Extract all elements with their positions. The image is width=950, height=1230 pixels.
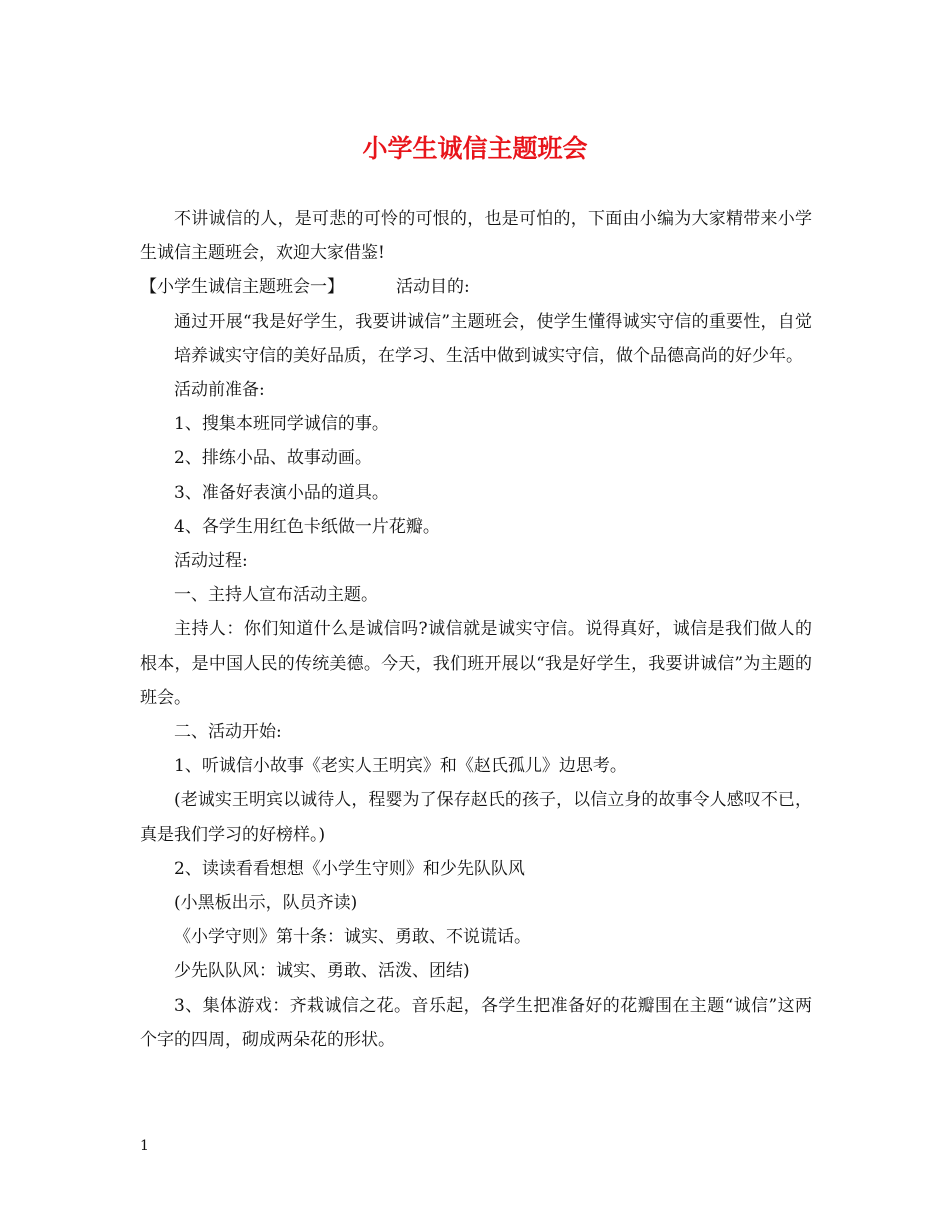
activity-3: 3、集体游戏：齐栽诚信之花。音乐起，各学生把准备好的花瓣围在主题“诚信”这两个字的四周，砌成两朵花的形状。 [140, 995, 812, 1050]
purpose-paragraph: 通过开展“我是好学生，我要讲诚信”主题班会，使学生懂得诚实守信的重要性，自觉培养诚实守信的美好品质，在学习、生活中做到诚实守信，做个品德高尚的好少年。 [174, 311, 812, 366]
activity-2: 2、读读看看想想《小学生守则》和少先队队风 [174, 858, 525, 879]
process-heading: 活动过程: [174, 551, 248, 572]
activity-1-note: (老诚实王明宾以诚待人，程婴为了保存赵氏的孩子，以信立身的故事令人感叹不已，真是我们学习的好榜样。) [140, 790, 812, 845]
page-number: 1 [140, 1138, 149, 1154]
prep-item: 1、搜集本班同学诚信的事。 [174, 414, 389, 435]
host-paragraph: 主持人：你们知道什么是诚信吗?诚信就是诚实守信。说得真好，诚信是我们做人的根本，是中国人民的传统美德。今天，我们班开展以“我是好学生，我要讲诚信”为主题的班会。 [140, 619, 812, 708]
step1-heading: 一、主持人宣布活动主题。 [174, 585, 378, 606]
prep-item: 2、排练小品、故事动画。 [174, 448, 372, 469]
intro-paragraph: 不讲诚信的人，是可悲的可怜的可恨的，也是可怕的，下面由小编为大家精带来小学生诚信主题班会，欢迎大家借鉴! [140, 209, 812, 264]
team-style-text: 少先队队风：诚实、勇敢、活泼、团结) [174, 961, 470, 982]
activity-2-note: (小黑板出示，队员齐读) [174, 893, 358, 914]
section-heading-line [140, 270, 812, 304]
rule-text: 《小学守则》第十条：诚实、勇敢、不说谎话。 [174, 927, 531, 948]
activity-1: 1、听诚信小故事《老实人王明宾》和《赵氏孤儿》边思考。 [174, 756, 627, 777]
prep-item: 4、各学生用红色卡纸做一片花瓣。 [174, 516, 440, 537]
prep-item: 3、准备好表演小品的道具。 [174, 482, 389, 503]
step2-heading: 二、活动开始: [174, 722, 282, 743]
page-title: 小学生诚信主题班会 [362, 134, 588, 163]
section-heading: 【小学生诚信主题班会一】 [140, 277, 344, 298]
document-body [140, 202, 812, 1057]
prep-heading: 活动前准备: [174, 380, 265, 401]
section-label: 活动目的: [396, 277, 470, 298]
